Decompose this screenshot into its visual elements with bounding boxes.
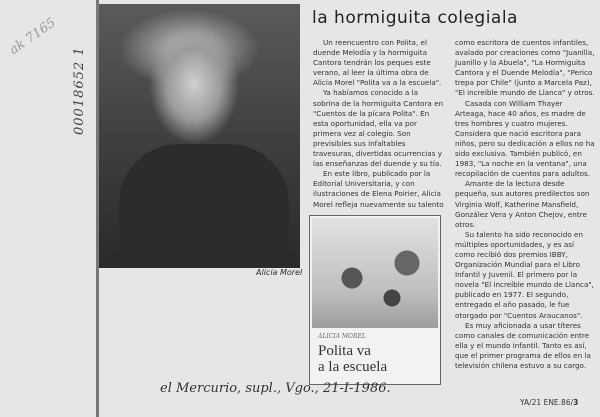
book-title xyxy=(318,343,387,375)
paragraph: Su talento ha sido reconocido en múltiples oportunidades, y es así como recibió dos premios IBBY, Organización Mundial para el Libro Infantil y Juvenil. El primero por la novela "El increíble mundo de Llanca", publicado en 1977. El segundo, entregado el año pasado, le fue otorgado por "Cuentos Araucanos". xyxy=(455,229,594,320)
article-title: la hormiguita colegiala xyxy=(312,8,518,28)
photo-figure xyxy=(119,144,289,268)
paragraph: como escritora de cuentos infantiles, avalado por creaciones como "Juanilla, Juanillo y la Abuela", "La Hormiguita Cantora y el Duende Melodía", "Perico trepa por Chile" (junto a Marcela Paz), "El increíble mundo de Llanca" y otros. xyxy=(455,38,595,98)
page-number: 3 xyxy=(573,398,579,407)
folio-text: YA/21 ENE.86/ xyxy=(520,398,574,407)
paragraph: Un reencuentro con Polita, el duende Melodía y la hormiguita Cantora tendrán los peques este verano, al leer la última obra de Alicia Morel "Polita va a la escuela". xyxy=(313,38,442,88)
paragraph: Casada con William Thayer Arteaga, hace 40 años, es madre de tres hombres y cuatro mujeres. Considera que nació escritora para niños, pero su dedicación a ellos no ha sido exclusiva. También publicó, en 1983, "La noche en la ventana", una recopilación de cuentos para adultos. xyxy=(455,98,595,179)
book-title-line: Polita va xyxy=(318,343,371,359)
book-cover xyxy=(309,215,441,385)
paragraph: Amante de la lectura desde pequeña, sus autores predilectos son Virginia Wolf, Katherine Mansfield, González Vera y Anton Chejov, entre otros. xyxy=(455,179,590,229)
article-column-2 xyxy=(455,38,595,371)
cover-illustration xyxy=(312,218,438,328)
archive-number: 00018652 1 xyxy=(72,46,87,135)
photo-caption: Alicia Morel xyxy=(256,268,303,277)
handwritten-note: ak 7165 xyxy=(6,15,59,58)
book-author: ALICIA MOREL xyxy=(318,333,366,340)
author-photo xyxy=(99,4,300,268)
article-column-1 xyxy=(313,38,445,210)
paragraph: En este libro, publicado por la Editorial Universitaria, y con ilustraciones de Elena Poirier, Alicia Morel refleja nuevamente su talento xyxy=(313,169,444,209)
folio xyxy=(520,398,578,407)
handwritten-source: el Mercurio, supl., Vgo., 21-I-1986. xyxy=(160,381,391,396)
book-title-line: a la escuela xyxy=(318,359,388,375)
paragraph: Ya habíamos conocido a la sobrina de la hormiguita Cantora en "Cuentos de la pícara Polita". En esta oportunidad, ella va por primera vez al colegio. Son previsibles sus infaltables travesuras, divertidas ocurrencias y las enseñanzas del duende y su tía. xyxy=(313,88,444,169)
paragraph: Es muy aficionada a usar títeres como canales de comunicación entre ella y el mundo infantil. Tanto es así, que el primer programa de ellos en la televisión chilena estuvo a su cargo. xyxy=(455,320,591,370)
